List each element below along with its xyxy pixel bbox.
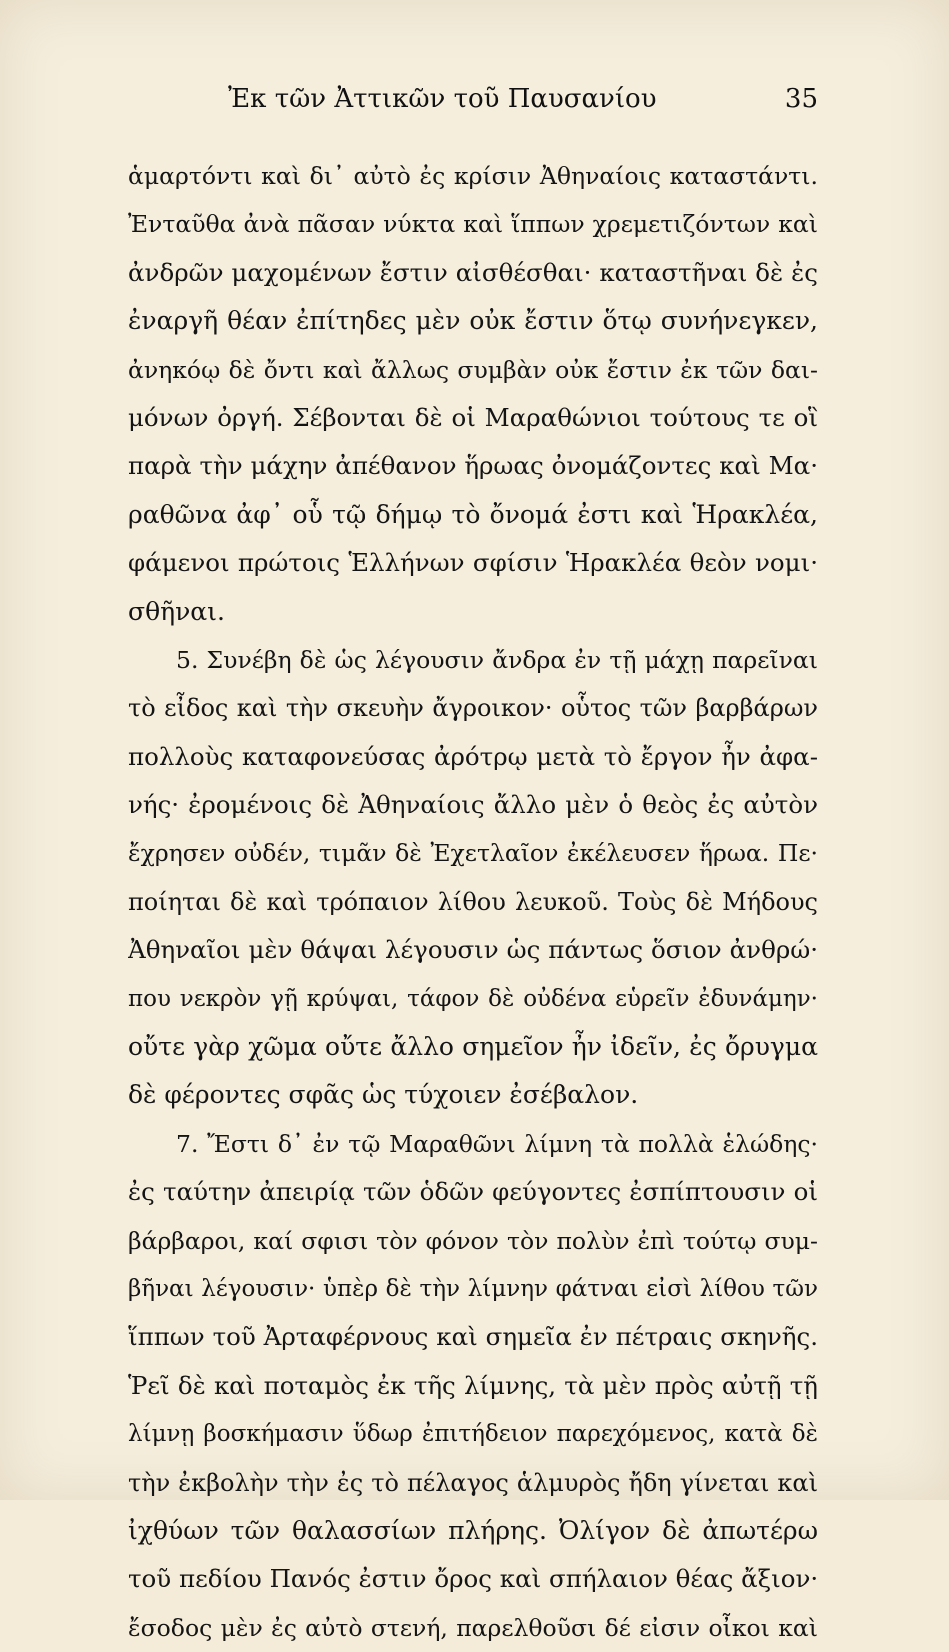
- text-line: μόνων ὀργή. Σέβονται δὲ οἱ Μαραθώνιοι τούτους τε οἳ: [128, 402, 818, 432]
- text-line: ἐναργῆ θέαν ἐπίτηδες μὲν οὐκ ἔστιν ὅτῳ συνήνεγκεν,: [128, 306, 818, 336]
- text-line: Ἐνταῦθα ἀνὰ πᾶσαν νύκτα καὶ ἵππων χρεμετιζόντων καὶ: [128, 210, 818, 239]
- text-line: σθῆναι.: [128, 596, 225, 626]
- text-line: ἵππων τοῦ Ἀρταφέρνους καὶ σημεῖα ἐν πέτραις σκηνῆς.: [128, 1322, 818, 1352]
- text-line: φάμενοι πρώτοις Ἑλλήνων σφίσιν Ἡρακλέα θεὸν νομι·: [128, 548, 818, 578]
- text-line: Ἀθηναῖοι μὲν θάψαι λέγουσιν ὡς πάντως ὅσιον ἀνθρώ·: [128, 935, 818, 965]
- text-line: ραθῶνα ἀφ᾽ οὗ τῷ δήμῳ τὸ ὄνομά ἐστι καὶ Ἡρακλέα,: [128, 499, 818, 529]
- text-line: βάρβαροι, καί σφισι τὸν φόνον τὸν πολὺν ἐπὶ τούτῳ συμ-: [128, 1226, 818, 1255]
- text-line: Ῥεῖ δὲ καὶ ποταμὸς ἐκ τῆς λίμνης, τὰ μὲν πρὸς αὐτῇ τῇ: [128, 1370, 818, 1400]
- paragraph-first-line: 7. Ἔστι δ᾽ ἐν τῷ Μαραθῶνι λίμνη τὰ πολλὰ ἑλώδης·: [176, 1129, 818, 1158]
- text-line: ἀνδρῶν μαχομένων ἔστιν αἰσθέσθαι· καταστῆναι δὲ ἐς: [128, 257, 818, 287]
- text-line: δὲ φέροντες σφᾶς ὡς τύχοιεν ἐσέβαλον.: [128, 1080, 639, 1110]
- text-line: τοῦ πεδίου Πανός ἐστιν ὄρος καὶ σπήλαιον θέας ἄξιον·: [128, 1564, 818, 1594]
- text-line: ἐς ταύτην ἀπειρίᾳ τῶν ὁδῶν φεύγοντες ἐσπίπτουσιν οἱ: [128, 1177, 818, 1207]
- text-line: που νεκρὸν γῇ κρύψαι, τάφον δὲ οὐδένα εὑρεῖν ἐδυνάμην·: [128, 985, 818, 1012]
- paragraph-first-line: 5. Συνέβη δὲ ὡς λέγουσιν ἄνδρα ἐν τῇ μάχῃ παρεῖναι: [176, 645, 818, 674]
- text-line: τὸ εἶδος καὶ τὴν σκευὴν ἄγροικον· οὗτος τῶν βαρβάρων: [128, 694, 818, 723]
- text-line: ποίηται δὲ καὶ τρόπαιον λίθου λευκοῦ. Τοὺς δὲ Μήδους: [128, 887, 818, 916]
- text-line: βῆναι λέγουσιν· ὑπὲρ δὲ τὴν λίμνην φάτναι εἰσὶ λίθου τῶν: [128, 1275, 818, 1302]
- text-line: ἀνηκόῳ δὲ ὄντι καὶ ἄλλως συμβὰν οὐκ ἔστιν ἐκ τῶν δαι-: [128, 355, 818, 384]
- text-line: νής· ἐρομένοις δὲ Ἀθηναίοις ἄλλο μὲν ὁ θεὸς ἐς αὐτὸν: [128, 790, 818, 820]
- text-line: πολλοὺς καταφονεύσας ἀρότρῳ μετὰ τὸ ἔργον ἦν ἀφα-: [128, 741, 818, 771]
- text-line: ἔσοδος μὲν ἐς αὐτὸ στενή, παρελθοῦσι δέ εἰσιν οἶκοι καὶ: [128, 1613, 818, 1642]
- running-head: [128, 84, 818, 124]
- text-line: τὴν ἐκβολὴν τὴν ἐς τὸ πέλαγος ἁλμυρὸς ἤδη γίνεται καὶ: [128, 1468, 818, 1497]
- text-line: ἔχρησεν οὐδέν, τιμᾶν δὲ Ἐχετλαῖον ἐκέλευσεν ἥρωα. Πε·: [128, 839, 818, 868]
- text-line: λίμνῃ βοσκήμασιν ὕδωρ ἐπιτήδειον παρεχόμενος, κατὰ δὲ: [128, 1421, 818, 1448]
- text-line: ἰχθύων τῶν θαλασσίων πλήρης. Ὀλίγον δὲ ἀπωτέρω: [128, 1515, 818, 1545]
- page-number: 35: [784, 84, 818, 114]
- running-title: Ἐκ τῶν Ἀττικῶν τοῦ Παυσανίου: [228, 84, 657, 114]
- text-line: ἁμαρτόντι καὶ δι᾽ αὐτὸ ἐς κρίσιν Ἀθηναίοις καταστάντι.: [128, 162, 818, 190]
- body-text: [128, 152, 818, 1652]
- text-line: παρὰ τὴν μάχην ἀπέθανον ἥρωας ὀνομάζοντες καὶ Μα·: [128, 451, 818, 481]
- text-line: οὔτε γὰρ χῶμα οὔτε ἄλλο σημεῖον ἦν ἰδεῖν, ἐς ὄρυγμα: [128, 1032, 818, 1062]
